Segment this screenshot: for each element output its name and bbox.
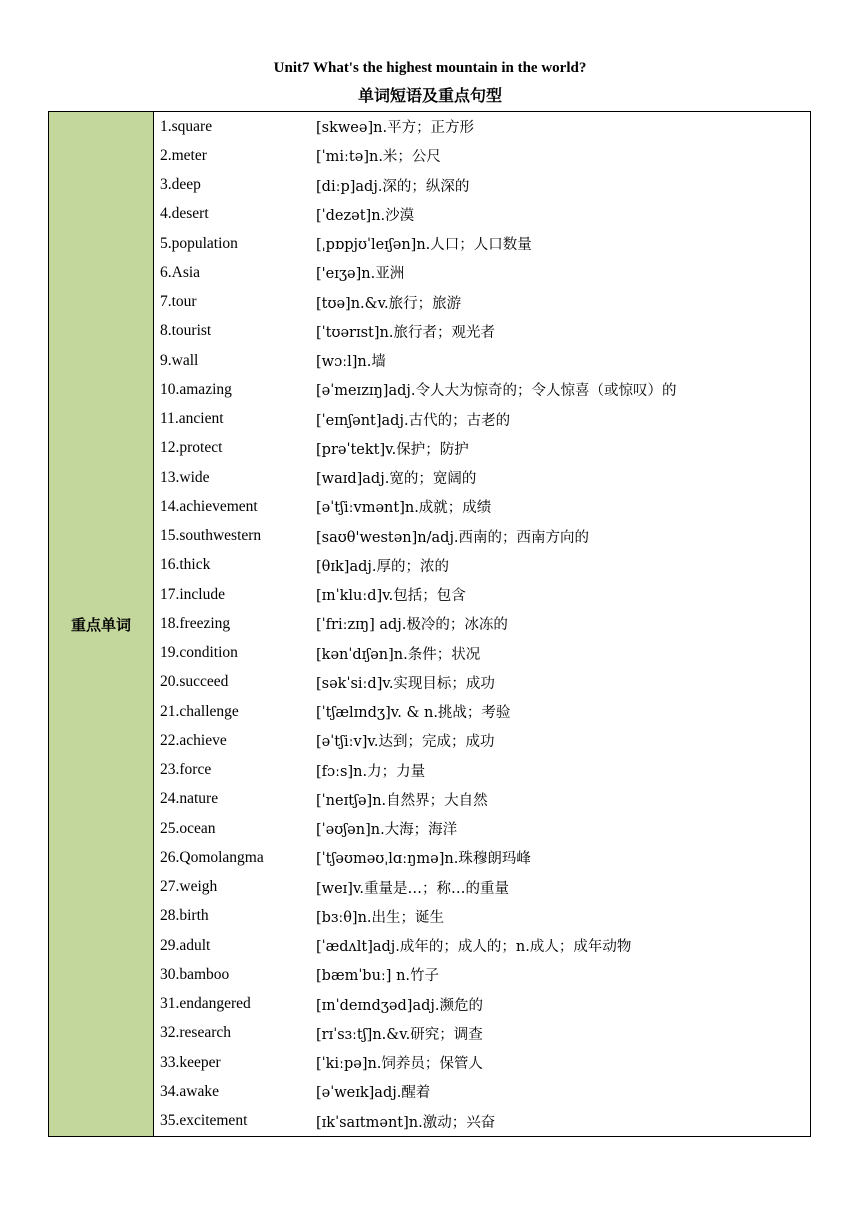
vocab-definition: [əˈtʃiːvmənt]n.成就；成绩 [316, 500, 492, 517]
vocab-row [154, 405, 810, 434]
vocab-definition: [ɪnˈdeɪndʒəd]adj.濒危的 [316, 997, 483, 1014]
vocab-word: 28.birth [160, 907, 209, 925]
vocab-row [154, 814, 810, 843]
vocab-row [154, 756, 810, 785]
vocab-row [154, 960, 810, 989]
vocab-row [154, 873, 810, 902]
vocab-row [154, 580, 810, 609]
vocab-definition: [tʊə]n.&v.旅行；旅游 [316, 295, 462, 312]
vocab-word: 3.deep [160, 176, 201, 194]
vocab-word: 27.weigh [160, 878, 218, 896]
vocab-definition: [θɪk]adj.厚的；浓的 [316, 558, 449, 575]
vocab-row [154, 726, 810, 755]
vocab-word: 33.keeper [160, 1053, 221, 1071]
vocab-definition: [ˈeɪnʃənt]adj.古代的；古老的 [316, 412, 511, 429]
vocab-row [154, 200, 810, 229]
vocab-definition: [waɪd]adj.宽的；宽阔的 [316, 471, 477, 488]
vocab-definition: [weɪ]v.重量是…；称…的重量 [316, 880, 510, 897]
vocab-word: 16.thick [160, 556, 211, 574]
vocab-row [154, 492, 810, 521]
vocab-row [154, 434, 810, 463]
vocab-word: 17.include [160, 585, 225, 603]
vocab-definition: [saʊθ'westən]n/adj.西南的；西南方向的 [316, 529, 590, 546]
vocab-definition: [əˈweɪk]adj.醒着 [316, 1085, 431, 1102]
vocab-word: 1.square [160, 117, 213, 135]
vocab-word: 20.succeed [160, 673, 229, 691]
vocab-row [154, 639, 810, 668]
vocab-definition: [bæmˈbuː] n.竹子 [316, 968, 440, 985]
vocab-row [154, 171, 810, 200]
vocab-row [154, 843, 810, 872]
vocab-table [48, 111, 811, 1137]
vocab-word: 10.amazing [160, 380, 232, 398]
vocab-row [154, 141, 810, 170]
vocab-row [154, 258, 810, 287]
vocab-word: 9.wall [160, 351, 199, 369]
vocab-word: 7.tour [160, 293, 197, 311]
vocab-definition: [prəˈtekt]v.保护；防护 [316, 441, 469, 458]
vocab-word: 15.southwestern [160, 527, 262, 545]
vocab-row [154, 990, 810, 1019]
vocab-word: 12.protect [160, 439, 223, 457]
vocab-definition: [səkˈsiːd]v.实现目标；成功 [316, 675, 495, 692]
vocab-word: 34.awake [160, 1082, 219, 1100]
vocab-row [154, 229, 810, 258]
vocab-word: 4.desert [160, 205, 209, 223]
vocab-row [154, 346, 810, 375]
vocab-rows [154, 112, 810, 1136]
vocab-row [154, 785, 810, 814]
vocab-row [154, 1107, 810, 1136]
vocab-definition: [ˈtʃælɪndʒ]v. & n.挑战；考验 [316, 705, 511, 722]
vocab-definition: [ɪnˈkluːd]v.包括；包含 [316, 588, 466, 605]
vocab-row [154, 1077, 810, 1106]
vocab-definition: [kənˈdɪʃən]n.条件；状况 [316, 646, 481, 663]
vocab-row [154, 112, 810, 141]
vocab-definition: [diːp]adj.深的；纵深的 [316, 178, 470, 195]
vocab-word: 13.wide [160, 468, 210, 486]
vocab-definition: [ˈneɪtʃə]n.自然界；大自然 [316, 792, 488, 809]
vocab-definition: [rɪˈsɜːtʃ]n.&v.研究；调查 [316, 1026, 483, 1043]
vocab-definition: [ˈkiːpə]n.饲养员；保管人 [316, 1056, 483, 1073]
vocab-definition: [ˌpɒpjʊˈleɪʃən]n.人口；人口数量 [316, 237, 532, 254]
vocab-definition: [wɔːl]n.墙 [316, 354, 386, 371]
vocab-definition: [skweə]n.平方；正方形 [316, 120, 475, 137]
vocab-word: 23.force [160, 761, 212, 779]
category-cell: 重点单词 [49, 112, 154, 1136]
vocab-row [154, 288, 810, 317]
vocab-word: 6.Asia [160, 263, 201, 281]
vocab-row [154, 902, 810, 931]
vocab-word: 2.meter [160, 146, 207, 164]
vocab-definition: [bɜːθ]n.出生；诞生 [316, 909, 445, 926]
vocab-definition: [ˈædʌlt]adj.成年的；成人的；n.成人；成年动物 [316, 939, 632, 956]
vocab-row [154, 697, 810, 726]
vocab-word: 30.bamboo [160, 965, 230, 983]
vocab-word: 29.adult [160, 936, 211, 954]
vocab-word: 5.population [160, 234, 238, 252]
vocab-word: 14.achievement [160, 497, 258, 515]
vocab-definition: [fɔːs]n.力；力量 [316, 763, 426, 780]
vocab-word: 11.ancient [160, 410, 224, 428]
vocab-definition: [əˈmeɪzɪŋ]adj.令人大为惊奇的；令人惊喜（或惊叹）的 [316, 383, 677, 400]
vocab-definition: [ˈəʊʃən]n.大海；海洋 [316, 822, 458, 839]
vocab-definition: [ɪkˈsaɪtmənt]n.激动；兴奋 [316, 1114, 496, 1131]
vocab-definition: ['eɪʒə]n.亚洲 [316, 266, 405, 283]
vocab-definition: [ˈdezət]n.沙漠 [316, 207, 415, 224]
vocab-row [154, 668, 810, 697]
vocab-word: 8.tourist [160, 322, 212, 340]
vocab-word: 25.ocean [160, 819, 216, 837]
vocab-word: 24.nature [160, 790, 219, 808]
vocab-word: 32.research [160, 1024, 231, 1042]
vocab-row [154, 551, 810, 580]
vocab-word: 26.Qomolangma [160, 848, 264, 866]
vocab-row [154, 609, 810, 638]
vocab-word: 21.challenge [160, 702, 239, 720]
vocab-row [154, 931, 810, 960]
vocab-definition: [ˈtʃəʊməʊˌlɑːŋmə]n.珠穆朗玛峰 [316, 851, 531, 868]
vocab-row [154, 1019, 810, 1048]
vocab-word: 19.condition [160, 644, 238, 662]
vocab-row [154, 463, 810, 492]
vocab-definition: [ˈfriːzɪŋ] adj.极冷的；冰冻的 [316, 617, 508, 634]
vocab-row [154, 1048, 810, 1077]
vocab-row [154, 317, 810, 346]
page-subtitle: 单词短语及重点句型 [357, 86, 502, 105]
page-title: Unit7 What's the highest mountain in the world? [273, 60, 587, 76]
vocab-definition: [ˈtʊərɪst]n.旅行者；观光者 [316, 324, 495, 341]
vocab-definition: [ˈmiːtə]n.米；公尺 [316, 149, 441, 166]
vocab-definition: [əˈtʃiːv]v.达到；完成；成功 [316, 734, 495, 751]
vocab-word: 35.excitement [160, 1112, 248, 1130]
vocab-word: 31.endangered [160, 995, 251, 1013]
vocab-row [154, 522, 810, 551]
vocab-row [154, 375, 810, 404]
vocab-word: 22.achieve [160, 731, 227, 749]
vocab-word: 18.freezing [160, 614, 231, 632]
